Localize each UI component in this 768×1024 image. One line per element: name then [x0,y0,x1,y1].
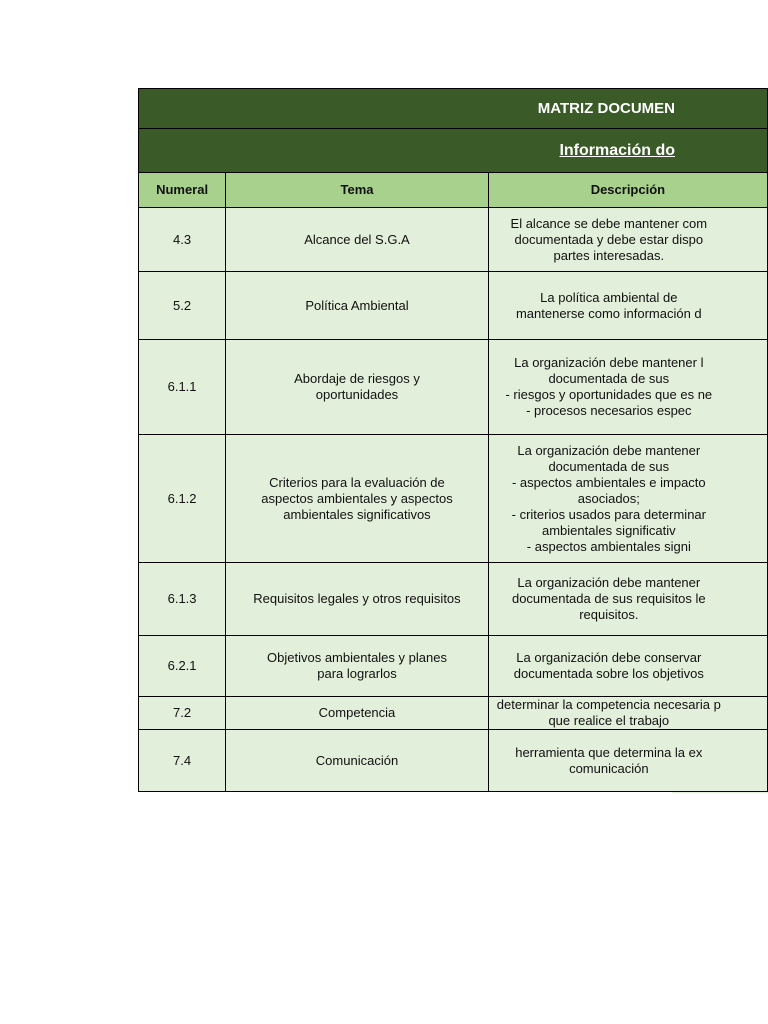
table-row [139,272,768,340]
header-row [139,173,768,208]
matrix-title: MATRIZ DOCUMEN [537,100,675,117]
descripcion-line: - criterios usados para determinar [511,506,706,522]
descripcion-line: que realice el trabajo [548,713,670,728]
descripcion-line: documentada de sus requisitos le [511,591,706,606]
row-numeral: 5.2 [139,272,226,340]
tema-line: Requisitos legales y otros requisitos [253,591,461,606]
row-descripcion [488,340,767,435]
row-numeral: 6.1.2 [139,435,226,563]
table-row [139,563,768,636]
row-descripcion [488,208,767,272]
row-descripcion [488,730,767,792]
descripcion-line: La organización debe conservar [516,650,702,665]
descripcion-line: La organización debe mantener [517,575,701,590]
row-numeral: 6.1.1 [139,340,226,435]
table-row [139,730,768,792]
descripcion-line: documentada de sus [548,458,670,474]
descripcion-line: partes interesadas. [553,247,665,263]
row-numeral: 7.2 [139,697,226,730]
document-matrix-table [138,88,768,792]
row-tema [226,636,489,697]
tema-line: para lograrlos [317,666,397,681]
table-row [139,340,768,435]
table-row [139,697,768,730]
tema-line: Criterios para la evaluación de [269,474,445,490]
descripcion-line: herramienta que determina la ex [515,744,703,760]
descripcion-line: El alcance se debe mantener com [510,215,708,231]
descripcion-line: La política ambiental de [540,289,678,305]
descripcion-line: asociados; [577,490,640,506]
tema-line: aspectos ambientales y aspectos [261,490,453,506]
descripcion-line: - procesos necesarios espec [526,403,692,418]
header-tema: Tema [226,173,489,208]
descripcion-line: documentada y debe estar dispo [514,231,704,247]
tema-line: oportunidades [315,387,399,402]
row-tema [226,697,489,730]
row-tema [226,272,489,340]
matrix-subtitle: Información do [559,142,675,159]
title-row [139,89,768,129]
row-numeral: 6.1.3 [139,563,226,636]
row-descripcion [488,636,767,697]
header-descripcion: Descripción [488,173,767,208]
descripcion-line: determinar la competencia necesaria p [496,697,721,712]
descripcion-line: - riesgos y oportunidades que es ne [505,387,713,402]
tema-line: Competencia [318,705,396,720]
tema-line: Comunicación [315,752,399,768]
table-row [139,208,768,272]
descripcion-line: mantenerse como información d [515,305,702,321]
row-tema [226,730,489,792]
row-tema [226,563,489,636]
row-numeral: 6.2.1 [139,636,226,697]
row-descripcion [488,272,767,340]
row-numeral: 4.3 [139,208,226,272]
table-row [139,636,768,697]
descripcion-line: documentada de sus [548,371,670,386]
row-tema [226,208,489,272]
descripcion-line: comunicación [569,760,649,776]
descripcion-line: - aspectos ambientales e impacto [511,474,706,490]
tema-line: ambientales significativos [283,506,431,522]
tema-line: Objetivos ambientales y planes [267,650,447,665]
tema-line: Política Ambiental [305,297,409,313]
row-tema [226,340,489,435]
tema-line: Abordaje de riesgos y [294,371,420,386]
descripcion-line: La organización debe mantener l [514,355,704,370]
descripcion-line: documentada sobre los objetivos [513,666,704,681]
descripcion-line: La organización debe mantener [517,442,701,458]
header-numeral: Numeral [139,173,226,208]
descripcion-line: ambientales significativ [541,522,676,538]
descripcion-line: - aspectos ambientales signi [526,538,691,554]
subtitle-row [139,129,768,173]
descripcion-line: requisitos. [579,607,639,622]
row-numeral: 7.4 [139,730,226,792]
row-descripcion [488,697,767,730]
row-tema [226,435,489,563]
tema-line: Alcance del S.G.A [304,231,410,247]
row-descripcion [488,435,767,563]
table-row [139,435,768,563]
table-body [139,208,768,792]
row-descripcion [488,563,767,636]
